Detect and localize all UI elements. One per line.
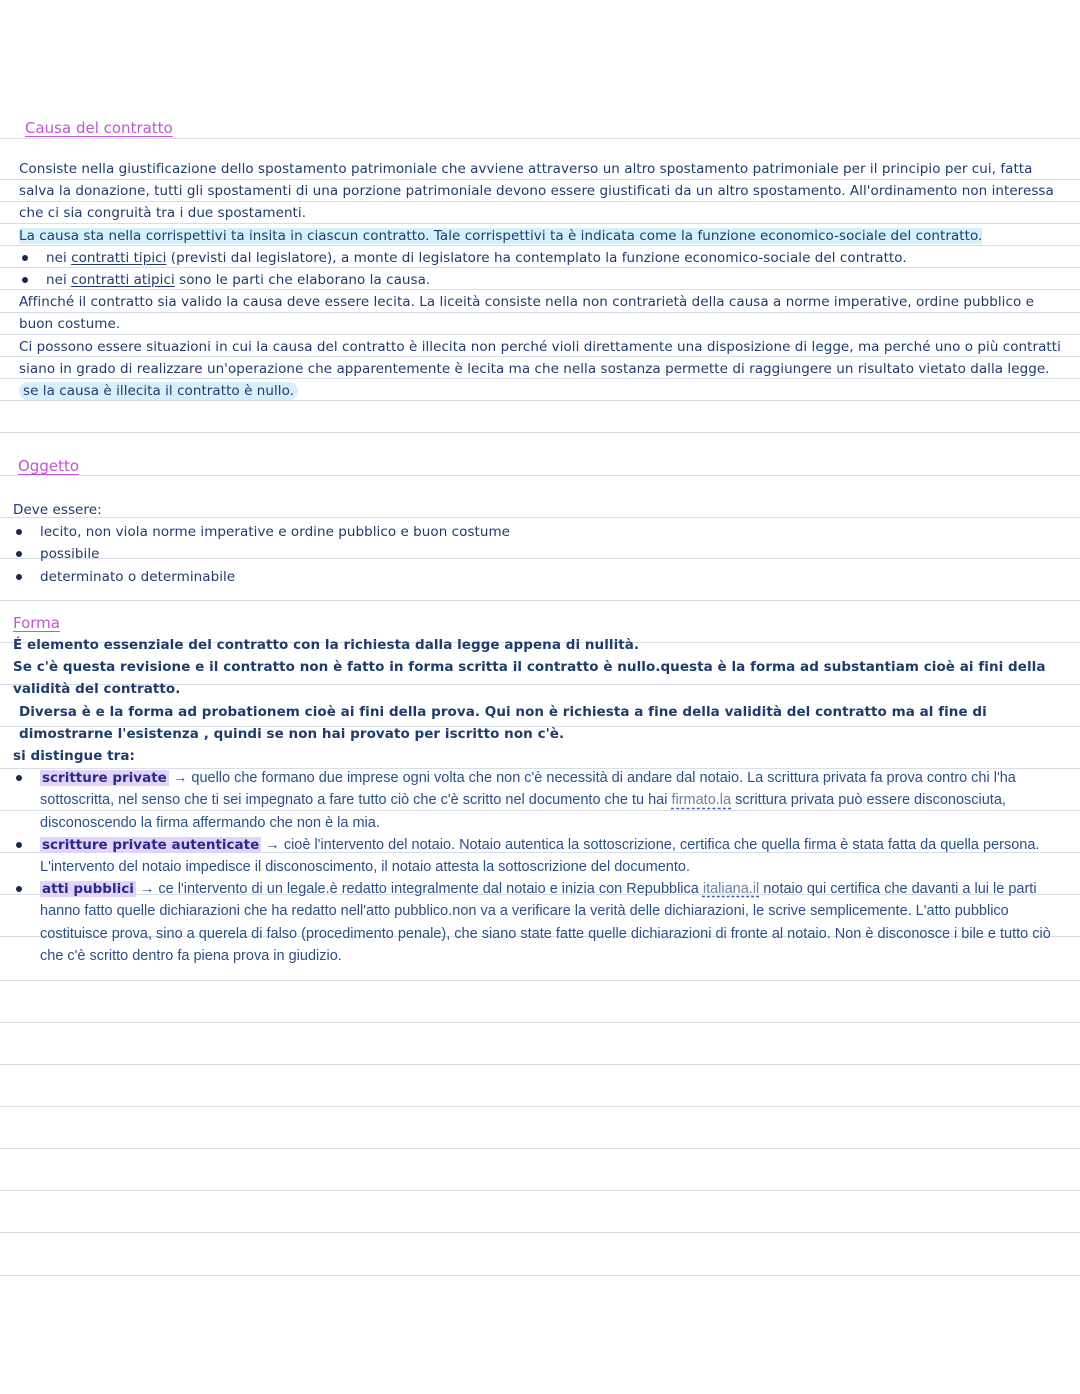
section-title-causa: Causa del contratto <box>25 119 173 137</box>
causa-paragraph-5 <box>19 380 1064 402</box>
term-tag: scritture private autenticate <box>42 836 260 853</box>
list-item: scritture private autenticate → cioè l'intervento del notaio. Notaio autentica la sottoscrizione, certifica che quella firma è stata fatta da quella persona. L'intervento del notaio impedisce il disconoscimento, il notaio attesta la sottoscrizione del documento. <box>13 834 1063 878</box>
causa-paragraph-4: Ci possono essere situazioni in cui la causa del contratto è illecita non perché violi direttamente una disposizione di legge, ma perché uno o più contratti siano in grado di realizzare un'operazione che apparentemente è lecita ma che nella sostanza permette di raggiungere un risultato vietato dalla legge. <box>19 338 1061 377</box>
highlight-conclusion: se la causa è illecita il contratto è nullo. <box>19 382 298 400</box>
causa-bullet-list <box>19 247 1064 291</box>
section-title-forma: Forma <box>13 614 60 632</box>
list-item: lecito, non viola norme imperative e ordine pubblico e buon costume <box>13 521 1063 543</box>
link-text[interactable]: italiana.il <box>702 881 760 898</box>
link-text[interactable]: firmato.la <box>671 792 732 809</box>
causa-paragraph-1: Consiste nella giustificazione dello spostamento patrimoniale che avviene attraverso un altro spostamento patrimoniale per il principio per cui, fatta salva la donazione, tutti gli spostamenti di una porzione patrimoniale devono essere giustificati da un altro spostamento. All'ordinamento non interessa che ci sia congruità tra i due spostamenti. <box>19 161 1054 222</box>
term-tag: scritture private <box>42 770 167 787</box>
list-item: nei contratti tipici (previsti dal legislatore), a monte di legislatore ha contemplato la funzione economico-sociale del contratto. <box>19 247 1064 269</box>
forma-paragraph-4: si distingue tra: <box>13 748 135 765</box>
causa-paragraph-2 <box>19 225 1064 247</box>
section-forma <box>13 634 1063 967</box>
list-item: possibile <box>13 543 1063 565</box>
section-title-oggetto: Oggetto <box>18 457 80 475</box>
forma-paragraph-3: Diversa è e la forma ad probationem cioè ai fini della prova. Qui non è richiesta a fine della validità del contratto ma al fine di dimostrarne l'esistenza , quindi se non hai provato per iscritto non c'è. <box>19 703 987 742</box>
forma-paragraph-1: É elemento essenziale del contratto con la richiesta dalla legge appena di nullità. <box>13 637 640 653</box>
underlined-term: contratti tipici <box>71 249 167 266</box>
forma-paragraph-2: Se c'è questa revisione e il contratto non è fatto in forma scritta il contratto è nullo.questa è la forma ad substantiam cioè ai fini della validità del contratto. <box>13 659 1046 698</box>
term-tag: atti pubblici <box>42 881 134 898</box>
oggetto-list <box>13 521 1063 588</box>
forma-types-list <box>13 767 1063 967</box>
list-item: scritture private → quello che formano due imprese ogni volta che non c'è necessità di andare dal notaio. La scrittura privata fa prova contro chi l'ha sottoscritta, nel senso che ti sei impegnato a fare tutto ciò che c'è scritto nel documento che tu hai firmato.la scrittura privata può essere disconosciuta, disconoscendo la firma affermando che non è la mia. <box>13 767 1063 834</box>
list-item: atti pubblici → ce l'intervento di un legale.è redatto integralmente dal notaio e inizia con Repubblica italiana.il notaio qui certifica che davanti a lui le parti hanno fatto quelle dichiarazioni che ha redatto nell'atto pubblico.non va a verificare la verità delle dichiarazioni, le scrive semplicemente. L'atto pubblico costituisce prova, sino a querela di falso (procedimento penale), che siano state fatte quelle dichiarazioni di fronte al notaio. Non è disconosce i bile e tutto ciò che c'è scritto dentro fa piena prova in giudizio. <box>13 878 1063 967</box>
list-item: determinato o determinabile <box>13 566 1063 588</box>
highlight-text: La causa sta nella corrispettivi ta insita in ciascun contratto. Tale corrispettivi ta è indicata come la funzione economico-sociale del contratto. <box>19 227 983 244</box>
underlined-term: contratti atipici <box>71 272 175 289</box>
causa-paragraph-3: Affinché il contratto sia valido la causa deve essere lecita. La liceità consiste nella non contrarietà della causa a norme imperative, ordine pubblico e buon costume. <box>19 294 1034 333</box>
section-oggetto <box>13 499 1063 588</box>
oggetto-intro: Deve essere: <box>13 502 102 518</box>
section-causa <box>19 158 1064 402</box>
list-item: nei contratti atipici sono le parti che elaborano la causa. <box>19 269 1064 291</box>
